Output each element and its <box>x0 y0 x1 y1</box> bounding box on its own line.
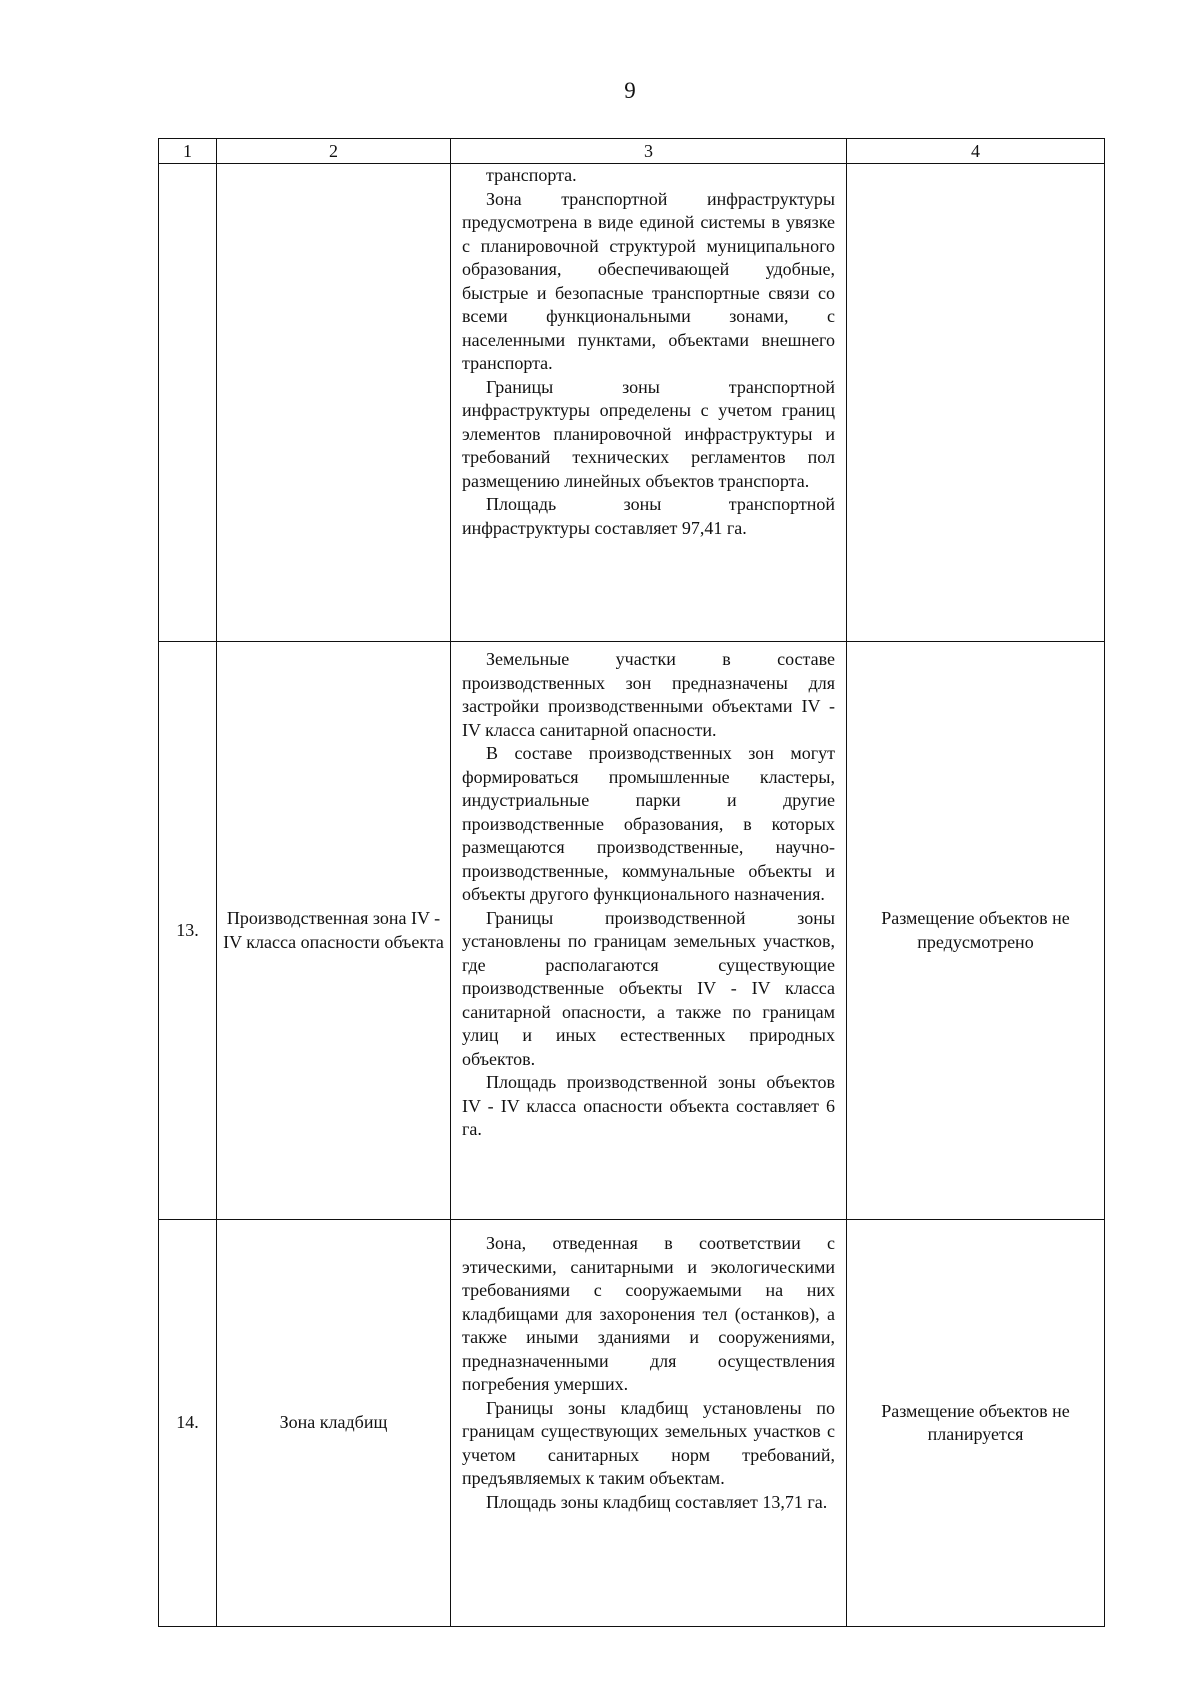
description-paragraph: Площадь производственной зоны объектов IV - IV класса опасности объекта составляет 6 га. <box>462 1072 835 1139</box>
description-paragraph: В составе производственных зон могут формироваться промышленные кластеры, индустриальные парки и другие производственные образования, в которых размещаются производственные, научно-производственные, коммунальные объекты и объекты другого функционального назначения. <box>462 743 835 904</box>
zone-name: Производственная зона IV - IV класса опасности объекта <box>217 642 451 1220</box>
zone-description <box>451 1220 847 1627</box>
description-paragraph: Земельные участки в составе производственных зон предназначены для застройки производственными объектами IV - IV класса санитарной опасности. <box>462 649 835 740</box>
table-row <box>159 1220 1105 1627</box>
zone-name: Зона кладбищ <box>217 1220 451 1627</box>
table-header-row <box>159 139 1105 164</box>
description-paragraph: Зона транспортной инфраструктуры предусмотрена в виде единой системы в увязке с планировочной структурой муниципального образования, обеспечивающей удобные, быстрые и безопасные транспортные связи со всеми функциональными зонами, с населенными пунктами, объектами внешнего транспорта. <box>462 188 835 373</box>
planned-objects: Размещение объектов не планируется <box>847 1220 1105 1627</box>
table-row <box>159 642 1105 1220</box>
description-paragraph: Зона, отведенная в соответствии с этическими, санитарными и экологическими требованиями с сооружаемыми на них кладбищами для захоронения тел (останков), а также иными зданиями и сооружениями, предназначенными для осуществления погребения умерших. <box>462 1233 835 1394</box>
column-header: 2 <box>217 139 451 164</box>
page-number: 9 <box>624 78 636 103</box>
description-paragraph: Площадь зоны кладбищ составляет 13,71 га. <box>486 1491 828 1512</box>
description-paragraph: Площадь зоны транспортной инфраструктуры составляет 97,41 га. <box>462 494 835 538</box>
description-paragraph: Границы производственной зоны установлены по границам земельных участков, где располагаются существующие производственные объекты IV - IV класса санитарной опасности, а также по границам улиц и иных естественных природных объектов. <box>462 907 835 1069</box>
description-paragraph: Границы зоны кладбищ установлены по границам существующих земельных участков с учетом санитарных норм требований, предъявляемых к таким объектам. <box>462 1397 835 1488</box>
zone-name <box>217 164 451 642</box>
planned-objects <box>847 164 1105 642</box>
row-number: 13. <box>159 642 217 1220</box>
table-row <box>159 164 1105 642</box>
zone-description <box>451 164 847 642</box>
zone-description <box>451 642 847 1220</box>
column-header: 4 <box>847 139 1105 164</box>
description-paragraph: Границы зоны транспортной инфраструктуры определены с учетом границ элементов планировочной инфраструктуры и требований технических регламентов пол размещению линейных объектов транспорта. <box>462 376 835 491</box>
column-header: 1 <box>159 139 217 164</box>
planned-objects: Размещение объектов не предусмотрено <box>847 642 1105 1220</box>
row-number <box>159 164 217 642</box>
column-header: 3 <box>451 139 847 164</box>
row-number: 14. <box>159 1220 217 1627</box>
description-paragraph: транспорта. <box>486 165 577 185</box>
zones-table <box>158 138 1105 1627</box>
